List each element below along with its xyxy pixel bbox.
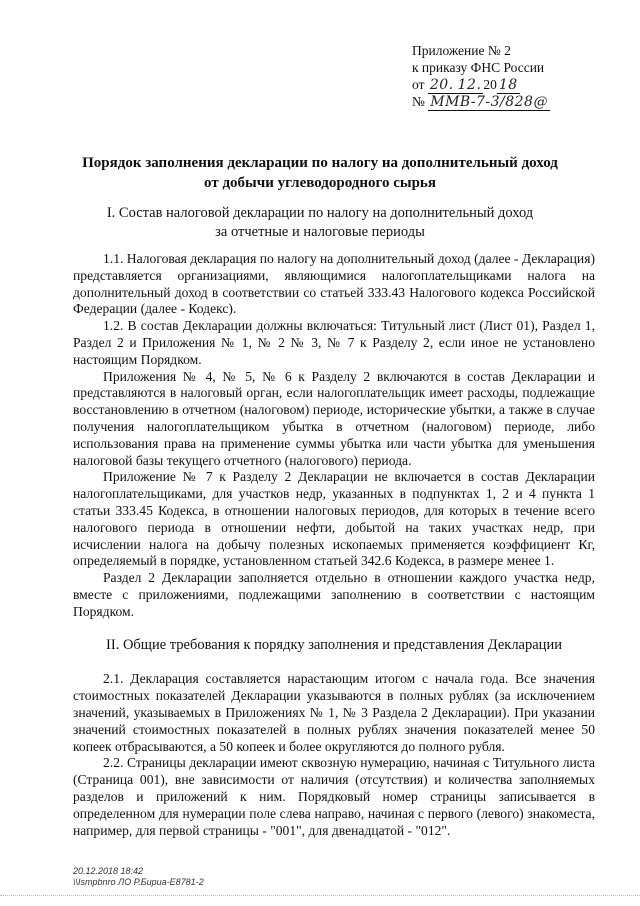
date-year-prefix: 20 [483, 77, 497, 92]
section-1-line-1: I. Состав налоговой декларации по налогу на дополнительный доход [106, 205, 534, 221]
date-month: 12. [457, 77, 482, 93]
approval-line-1: Приложение № 2 [412, 43, 511, 58]
paragraph-1-3: Приложения № 4, № 5, № 6 к Разделу 2 включаются в состав Декларации и представляются в налоговый орган, если налогоплательщик имеет расходы, подлежащие восстановлению в отчетном (налоговом) периоде, исторические убытки, а также в случае получения налогоплательщиком убытка в отчетном (налоговом) периоде, либо использования права на применение суммы убытка или части убытка для уменьшения налоговой базы текущего отчетного (налогового) периода. [73, 368, 595, 468]
approval-number [412, 93, 612, 110]
document-body [73, 251, 595, 839]
section-1-line-2: за отчетные и налоговые периоды [215, 224, 425, 240]
paragraph-2-1: 2.1. Декларация составляется нарастающим итогом с начала года. Все значения стоимостных показателей Декларации указываются в полных рублях (за исключением значений, указываемых в Приложениях № 1, № 3 Раздела 2 Декларации). При указании значений стоимостных показателей в полных рублях значения показателей менее 50 копеек отбрасываются, а 50 копеек и более округляются до полного рубля. [73, 671, 595, 754]
document-title [40, 153, 600, 193]
paragraph-1-5: Раздел 2 Декларации заполняется отдельно в отношении каждого участка недр, вместе с приложениями, подлежащими заполнению в соответствии с настоящим Порядком. [73, 570, 595, 619]
date-day: 20. [429, 77, 454, 93]
date-year-suffix: 18 [498, 77, 518, 93]
page-bottom-edge [0, 895, 640, 906]
title-line-1: Порядок заполнения декларации по налогу на дополнительный доход [82, 155, 558, 171]
footer-line-1: 20.12.2018 18:42 [73, 866, 144, 876]
approval-block [412, 42, 612, 110]
paragraph-1-4: Приложение № 7 к Разделу 2 Декларации не включается в состав Декларации налогоплательщиками, для участков недр, указанных в подпунктах 1, 2 и 4 пункта 1 статьи 333.45 Кодекса, в отношении налоговых периодов, для которых в течение всего налогового периода в отношении нефти, добытой на таких участках недр, при исчислении налога на добычу полезных ископаемых применяется коэффициент Кг, определяемый в порядке, установленном статьей 342.6 Кодекса, в размере менее 1. [73, 469, 595, 569]
approval-line-2: к приказу ФНС России [412, 60, 545, 75]
section-2-title: II. Общие требования к порядку заполнения и представления Декларации [106, 636, 562, 653]
paragraph-1-1: 1.1. Налоговая декларация по налогу на дополнительный доход (далее - Декларация) представляется организациями, являющимися налогоплательщиками налога на дополнительный доход в соответствии со статьей 333.43 Налогового кодекса Российской Федерации (далее - Кодекс). [73, 251, 595, 317]
paragraph-2-2: 2.2. Страницы декларации имеют сквозную нумерацию, начиная с Титульного листа (Страница 001), вне зависимости от наличия (отсутствия) и количества заполняемых разделов и приложений к ним. Порядковый номер страницы записывается в определенном для нумерации поле слева направо, начиная с первого (левого) знакоместа, например, для первой страницы - "001", для двенадцатой - "012". [73, 755, 595, 838]
title-line-2: от добычи углеводородного сырья [204, 175, 436, 191]
footer-line-2: \\Ismpbnro ЛО Р.Бириа-Е8781-2 [73, 877, 204, 887]
footer-stamp [73, 866, 204, 888]
number-prefix: № [412, 94, 425, 109]
paragraph-1-2: 1.2. В состав Декларации должны включаться: Титульный лист (Лист 01), Раздел 1, Раздел 2 и Приложения № 1, № 2 № 3, № 7 к Разделу 2, если иное не установлено настоящим Порядком. [73, 318, 595, 367]
number-value: ММВ-7-3/828@ [430, 94, 548, 110]
date-prefix: от [412, 77, 425, 92]
section-1-title [40, 204, 600, 242]
approval-date [412, 76, 612, 93]
